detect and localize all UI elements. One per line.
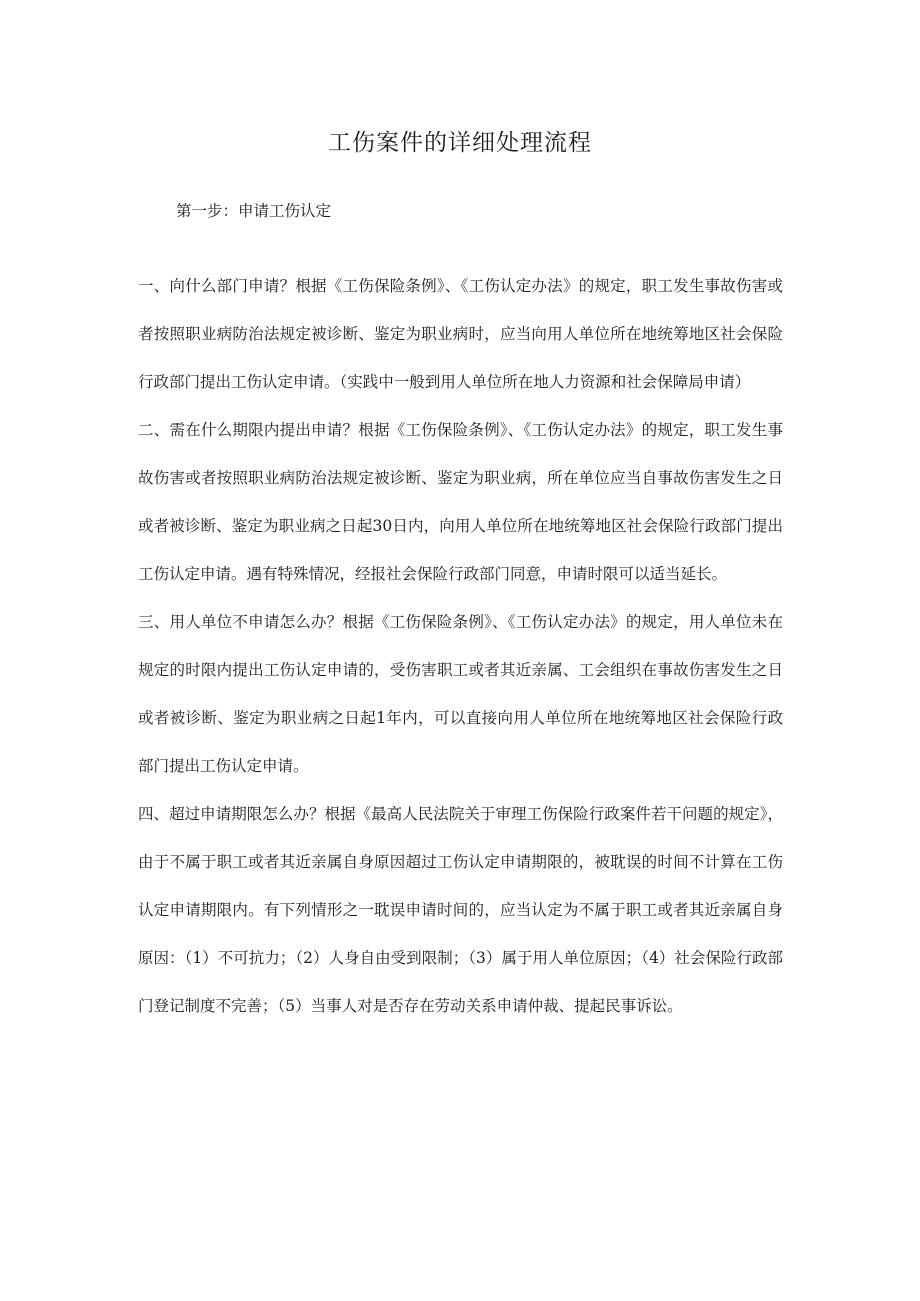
paragraph-4: 四、超过申请期限怎么办？根据《最高人民法院关于审理工伤保险行政案件若干问题的规定》，由于不属于职工或者其近亲属自身原因超过工伤认定申请期限的，被耽误的时间不计算在工伤认定申请期限内。有下列情形之一耽误申请时间的，应当认定为不属于职工或者其近亲属自身原因：（1）不可抗力；（2）人身自由受到限制；（3）属于用人单位原因；（4）社会保险行政部门登记制度不完善；（5）当事人对是否存在劳动关系申请仲裁、提起民事诉讼。 <box>138 805 783 1015</box>
document-title: 工伤案件的详细处理流程 <box>328 130 592 156</box>
step-heading: 第一步：申请工伤认定 <box>176 202 332 220</box>
paragraph-2: 二、需在什么期限内提出申请？根据《工伤保险条例》、《工伤认定办法》的规定，职工发生事故伤害或者按照职业病防治法规定被诊断、鉴定为职业病，所在单位应当自事故伤害发生之日或者被诊断、鉴定为职业病之日起30日内，向用人单位所在地统筹地区社会保险行政部门提出工伤认定申请。遇有特殊情况，经报社会保险行政部门同意，申请时限可以适当延长。 <box>138 421 783 583</box>
document-body <box>138 262 783 1030</box>
paragraph-1: 一、向什么部门申请？根据《工伤保险条例》、《工伤认定办法》的规定，职工发生事故伤害或者按照职业病防治法规定被诊断、鉴定为职业病时，应当向用人单位所在地统筹地区社会保险行政部门提出工伤认定申请。（实践中一般到用人单位所在地人力资源和社会保障局申请） <box>138 277 783 391</box>
paragraph-3: 三、用人单位不申请怎么办？根据《工伤保险条例》、《工伤认定办法》的规定，用人单位未在规定的时限内提出工伤认定申请的，受伤害职工或者其近亲属、工会组织在事故伤害发生之日或者被诊断、鉴定为职业病之日起1年内，可以直接向用人单位所在地统筹地区社会保险行政部门提出工伤认定申请。 <box>138 613 783 775</box>
